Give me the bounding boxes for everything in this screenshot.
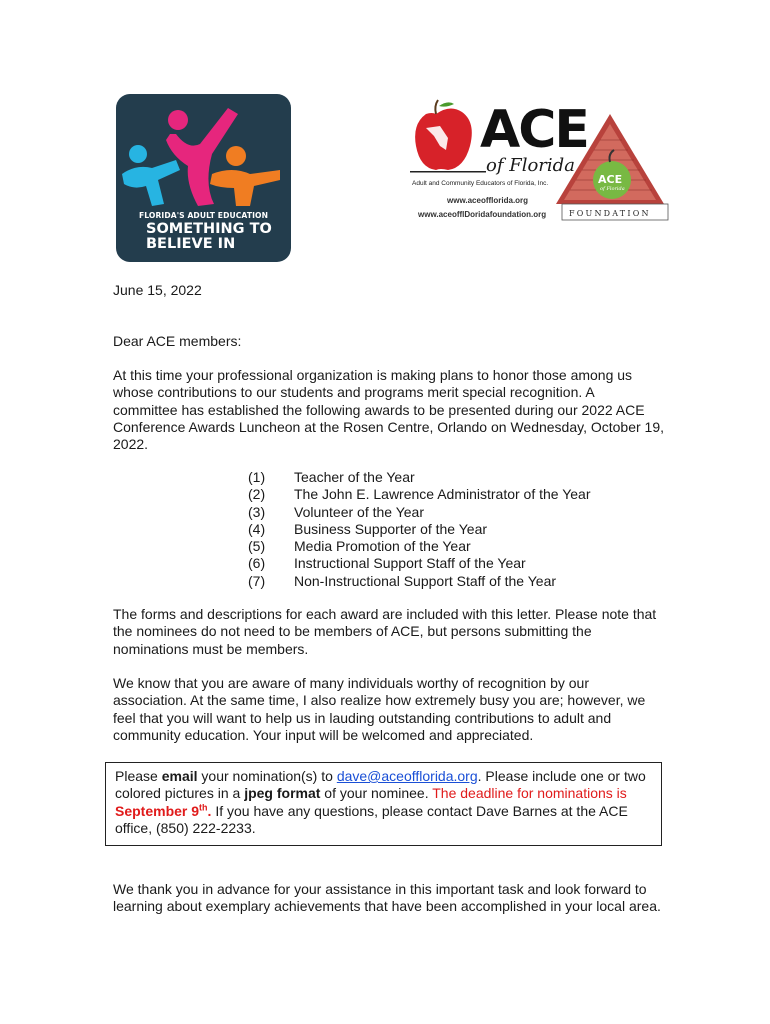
award-label: Volunteer of the Year: [294, 503, 424, 520]
paragraph-line: committee has established the following awards to be presented during our 2022 ACE: [113, 401, 645, 418]
ace-subtitle: Adult and Community Educators of Florida, Inc.: [412, 180, 549, 187]
paragraph-line: association. At the same time, I also realize how extremely busy you are; however, we: [113, 692, 646, 709]
award-number: (6): [248, 555, 266, 572]
ace-of-florida-text: of Florida: [486, 155, 575, 176]
paragraph-line: At this time your professional organization is making plans to honor those among us: [113, 367, 633, 383]
logo-tagline-small: FLORIDA'S ADULT EDUCATION: [138, 211, 269, 220]
award-number: (4): [248, 520, 266, 537]
nomination-notice-box: [105, 762, 662, 846]
logo-tagline-line1: SOMETHING TO: [146, 221, 272, 237]
paragraph-line: The forms and descriptions for each award are included with this letter. Please note that: [113, 606, 657, 622]
paragraph-line: the nominees do not need to be members of ACE, but persons submitting the: [113, 623, 592, 640]
award-number: (1): [248, 469, 266, 485]
paragraph-line: We know that you are aware of many individuals worthy of recognition by our: [113, 675, 589, 691]
foundation-label: FOUNDATION: [569, 209, 651, 218]
ace-logo-text: ACE: [480, 100, 588, 160]
logo-tagline-line2: BELIEVE IN: [146, 236, 236, 252]
paragraph-line: Conference Awards Luncheon at the Rosen Centre, Orlando on Wednesday, October 19,: [113, 418, 665, 435]
award-label: Media Promotion of the Year: [294, 538, 471, 555]
letter-salutation: Dear ACE members:: [113, 333, 242, 349]
notice-line-3: September 9th. If you have any questions, please contact Dave Barnes at the ACE: [115, 801, 628, 819]
list-item: [248, 469, 591, 486]
list-item: [248, 504, 591, 521]
list-item: [248, 573, 591, 590]
list-item: [248, 538, 591, 555]
award-label: Instructional Support Staff of the Year: [294, 555, 526, 572]
award-label: Non-Instructional Support Staff of the Year: [294, 572, 557, 589]
award-number: (7): [248, 572, 266, 589]
paragraph-line: whose contributions to our students and programs merit special recognition. A: [113, 384, 595, 401]
notice-line-4: office, (850) 222-2233.: [115, 819, 256, 836]
award-number: (5): [248, 538, 266, 555]
email-link[interactable]: dave@aceofflorida.org: [336, 768, 478, 784]
paragraph-line: We thank you in advance for your assistance in this important task and look forward to: [113, 881, 647, 897]
notice-line-1: Please email your nomination(s) to dave@aceofflorida.org. Please include one or two: [115, 768, 646, 784]
notice-line-2: colored pictures in a jpeg format of your nominee. The deadline for nominations is: [115, 785, 627, 802]
list-item: [248, 555, 591, 572]
list-item: [248, 486, 591, 503]
ace-url-2: www.aceofflDoridafoundation.org: [418, 210, 547, 219]
paragraph-line: nominations must be members.: [113, 640, 309, 657]
awards-list: [248, 469, 591, 590]
deadline-text: The deadline for nominations is: [432, 785, 627, 802]
award-label: Business Supporter of the Year: [294, 520, 488, 537]
apple-of-florida-text: of Florida: [600, 186, 625, 192]
adult-education-logo: [116, 94, 291, 262]
list-item: [248, 521, 591, 538]
award-number: (3): [248, 503, 266, 520]
jpeg-emphasis: jpeg format: [244, 785, 321, 802]
paragraph-line: 2022.: [113, 436, 149, 453]
paragraph-line: learning about exemplary achievements that have been accomplished in your local area.: [113, 898, 661, 915]
paragraph-forms: [113, 606, 673, 658]
deadline-date: September 9th.: [115, 801, 212, 819]
paragraph-intro: [113, 367, 673, 453]
award-label: Teacher of the Year: [294, 469, 415, 485]
email-emphasis: email: [161, 768, 198, 784]
apple-ace-text: ACE: [598, 173, 623, 186]
letter-date: June 15, 2022: [113, 282, 202, 298]
paragraph-line: feel that you will want to help us in lauding outstanding contributions to adult and: [113, 709, 612, 726]
ace-url-1: www.aceofflorida.org: [447, 196, 529, 205]
award-number: (2): [248, 486, 266, 503]
paragraph-recognition: [113, 675, 673, 744]
paragraph-line: community education. Your input will be welcomed and appreciated.: [113, 726, 534, 743]
award-label: The John E. Lawrence Administrator of the Year: [294, 486, 591, 503]
paragraph-closing: [113, 881, 673, 916]
